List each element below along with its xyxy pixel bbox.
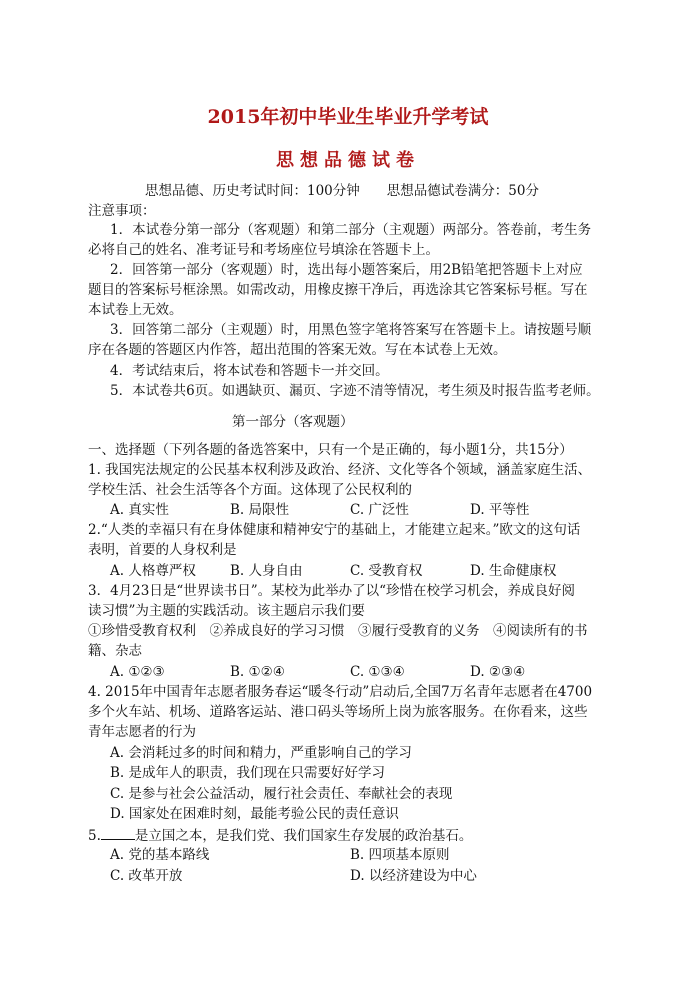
question-5-stem: 是立国之本，是我们党、我们国家生存发展的政治基石。 [134, 828, 473, 844]
question-5-option-b: B. 四项基本原则 [350, 847, 450, 863]
question-2-option-b: B. 人身自由 [230, 563, 303, 579]
notice-line: 4．考试结束后，将本试卷和答题卡一并交回。 [110, 363, 389, 379]
question-4-line: 青年志愿者的行为 [88, 724, 196, 740]
question-5-line [88, 825, 472, 846]
question-4-option-d: D. 国家处在困难时刻，最能考验公民的责任意识 [110, 806, 399, 822]
part1-heading: 第一部分（客观题） [232, 414, 354, 430]
question-1-option-d: D. 平等性 [470, 502, 530, 518]
question-3-line: 读习惯”为主题的实践活动。该主题启示我们要 [88, 603, 365, 619]
question-4-line: 4. 2015年中国青年志愿者服务春运“暖冬行动”启动后,全国7万名青年志愿者在4700 [88, 684, 593, 700]
notice-line: 序在各题的答题区内作答，超出范围的答案无效。写在本试卷上无效。 [88, 342, 507, 358]
question-2-option-c: C. 受教育权 [350, 563, 423, 579]
question-3-option-b: B. ①②④ [230, 664, 285, 680]
question-2-line: 2.“人类的幸福只有在身体健康和精神安宁的基础上，才能建立起来。”欧文的这句话 [88, 522, 581, 538]
notice-line: 3．回答第二部分（主观题）时，用黑色签字笔将答案写在答题卡上。请按题号顺 [110, 322, 592, 338]
question-4-option-b: B. 是成年人的职责，我们现在只需要好好学习 [110, 765, 386, 781]
question-3-statements: ①珍惜受教育权利 ②养成良好的学习习惯 ③履行受教育的义务 ④阅读所有的书 [88, 623, 588, 639]
question-3-option-d: D. ②③④ [470, 664, 526, 680]
question-2-option-d: D. 生命健康权 [470, 563, 557, 579]
notice-line: 1．本试卷分第一部分（客观题）和第二部分（主观题）两部分。答卷前，考生务 [110, 222, 592, 238]
question-3-line: 3．4月23日是“世界读书日”。某校为此举办了以“珍惜在校学习机会，养成良好阅 [88, 583, 576, 599]
question-5-option-a: A. 党的基本路线 [110, 847, 210, 863]
question-1-line: 学校生活、社会生活等各个方面。这体现了公民权利的 [88, 482, 412, 498]
question-5-option-d: D. 以经济建设为中心 [350, 868, 477, 884]
question-3-line: 籍、杂志 [88, 643, 142, 659]
question-5-number: 5. [88, 828, 101, 844]
paper-subtitle: 思想品德试卷 [276, 150, 420, 171]
question-4-line: 多个火车站、机场、道路客运站、港口码头等场所上岗为旅客服务。在你看来，这些 [88, 704, 588, 720]
notice-line: 题目的答案标号框涂黑。如需改动，用橡皮擦干净后，再选涂其它答案标号框。写在 [88, 282, 588, 298]
question-5-option-c: C. 改革开放 [110, 868, 183, 884]
question-4-option-c: C. 是参与社会公益活动，履行社会责任、奉献社会的表现 [110, 786, 453, 802]
question-3-option-a: A. ①②③ [110, 664, 165, 680]
notice-line: 2．回答第一部分（客观题）时，选出每小题答案后，用2B铅笔把答题卡上对应 [110, 262, 583, 278]
question-3-option-c: C. ①③④ [350, 664, 405, 680]
answer-blank [101, 825, 135, 840]
notice-line: 本试卷上无效。 [88, 302, 183, 318]
question-2-option-a: A. 人格尊严权 [110, 563, 196, 579]
question-1-option-a: A. 真实性 [110, 502, 169, 518]
question-1-line: 1. 我国宪法规定的公民基本权利涉及政治、经济、文化等各个领域，涵盖家庭生活、 [88, 462, 592, 478]
notice-heading: 注意事项： [88, 203, 156, 219]
exam-title: 2015年初中毕业生毕业升学考试 [207, 106, 489, 128]
question-2-line: 表明，首要的人身权利是 [88, 542, 237, 558]
notice-line: 5．本试卷共6页。如遇缺页、漏页、字迹不清等情况，考生须及时报告监考老师。 [110, 383, 600, 399]
notice-line: 必将自己的姓名、准考证号和考场座位号填涂在答题卡上。 [88, 242, 439, 258]
exam-info: 思想品德、历史考试时间：100分钟 思想品德试卷满分：50分 [145, 183, 539, 199]
section-heading: 一、选择题（下列各题的备选答案中，只有一个是正确的，每小题1分，共15分） [88, 442, 573, 458]
question-4-option-a: A. 会消耗过多的时间和精力，严重影响自己的学习 [110, 745, 412, 761]
question-1-option-b: B. 局限性 [230, 502, 290, 518]
question-1-option-c: C. 广泛性 [350, 502, 409, 518]
